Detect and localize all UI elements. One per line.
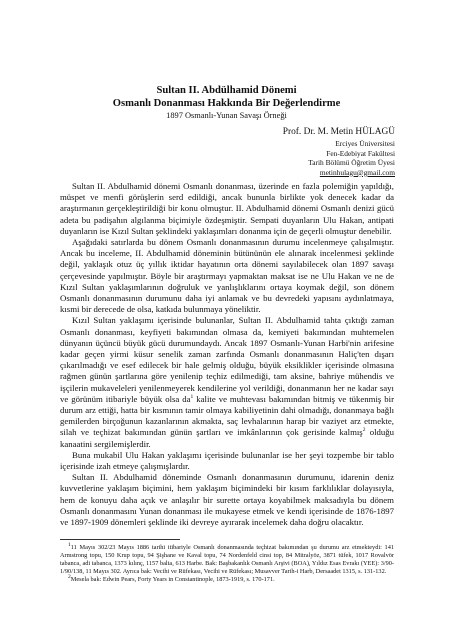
- paragraph-2: Aşağıdaki satırlarda bu dönem Osmanlı donanmasının durumu incelenmeye çalışılmıştır. Ancak bu inceleme, II. Abdulhamid döneminin bütününün ele alınarak incelenmesi şeklinde değil, yaklaşık otuz üç yıllık iktidar hayatının orta dönemi sayılabilecek olan 1897 savaşı çerçevesinde yapılmıştır. Böyle bir araştırmayı yapmaktan maksat ise ne Ulu Hakan ve ne de Kızıl Sultan yaklaşımlarının doğruluk ve yanlışlıklarını ortaya koymak değil, son dönem Osmanlı donanmasının durumunu daha iyi anlamak ve bu devredeki yapısını aydınlatmaya, kısmi bir derecede de olsa, katkıda bulunmaya yöneliktir.: [60, 237, 394, 315]
- footnote-2: [60, 576, 394, 584]
- footnote-1-text: 11 Mayıs 302/23 Mayıs 1886 tarihi itibariyle Osmanlı donanmasında teçhizat bakımından şu durumu arz etmekteydi: 141 Armstrong topu, 150 Krup topu, 94 Şişhane ve Kaval topu, 74 Nordenfeld cinsi top, 84 Mitralyöz, 3871 tüfek, 1017 Rovalvör tabanca, adi tabanca, 1373 kılınç, 1157 balta, 613 Harbe. Bak: Başbakanlık Osmanlı Arşivi (BOA), Yıldız Esas Evrakı (YEE): 3/90-1/90/138, 11 Mayıs 302. Ayrıca bak: Vecihi ve Rüfekası, Vecihi ve Rüfekası; Musavver Tarih-i Harb, Dersaadet 1315, s. 131-132.: [60, 544, 394, 576]
- author-email-link[interactable]: metinhulagu@gmail.com: [319, 167, 395, 177]
- paragraph-4: Buna mukabil Ulu Hakan yaklaşımı içerisinde bulunanlar ise her şeyi tozpembe bir tablo içerisinde izah etmeye çalışmışlardır.: [60, 449, 394, 472]
- paper-title-line-1: Sultan II. Abdülhamid Dönemi: [156, 85, 297, 96]
- author-block: [283, 126, 395, 177]
- paper-subtitle: 1897 Osmanlı-Yunan Savaşı Örneği: [166, 111, 287, 120]
- paper-title-line-2: Osmanlı Donanması Hakkında Bir Değerlendirme: [112, 98, 341, 109]
- footnote-1-mark: 1: [68, 541, 71, 548]
- author-department: Tarih Bölümü Öğretim Üyesi: [308, 158, 395, 168]
- author-name: Prof. Dr. M. Metin HÜLAGÜ: [282, 127, 395, 137]
- paragraph-3-part-2: kalite ve muhtevası bakımından bitmiş ve tükenmiş bir durum arz ettiği, hatta bir kısmının tamir olmaya kabiliyetinin dahi olmadığı, donanmaya bağlı gemilerden birçoğunun kazanlarının akmakta, saç levhalarının harap bir vaziyet arz etmekte, silah ve teçhizat bakımından günün şartları ve imkânlarının çok gerisinde kalmış: [60, 393, 395, 438]
- footnotes: [60, 541, 394, 584]
- author-faculty: Fen-Edebiyat Fakültesi: [326, 148, 395, 158]
- paragraph-3-part-3: olduğu kanaatini sergilemişlerdir.: [60, 427, 395, 449]
- footnote-ref-2[interactable]: 2: [362, 427, 366, 434]
- footnote-2-text: Mesela bak: Edwin Pears, Forty Years in Constantinople, 1873-1919, s. 170-171.: [70, 576, 275, 584]
- footnote-ref-1[interactable]: 1: [190, 393, 194, 400]
- paragraph-5: Sultan II. Abdulhamid döneminde Osmanlı donanmasının durumunu, idarenin deniz kuvvetlerine yaklaşım biçimini, hem yaklaşım biçimindeki bir kısım farklılıklar dolayısıyla, hem de konuyu daha açık ve anlaşılır bir surette ortaya koyabilmek maksadıyla bu dönem Osmanlı donanmasını Yunan donanması ile mukayese etmek ve kendi içerisinde de 1876-1897 ve 1897-1909 dönemleri şeklinde iki devreye ayırarak incelemek daha doğru olacaktır.: [60, 472, 394, 528]
- title-block: [0, 84, 453, 121]
- author-university: Erciyes Üniversitesi: [335, 139, 395, 148]
- footnote-2-mark: 2: [68, 574, 71, 581]
- body-text: [60, 181, 394, 528]
- footnote-divider: [60, 539, 180, 540]
- paragraph-3: [60, 315, 394, 449]
- paragraph-1: Sultan II. Abdulhamid dönemi Osmanlı donanması, üzerinde en fazla polemiğin yapıldığı, müspet ve menfi görüşlerin serd edildiği, ancak bununla birlikte yok denecek kadar da araştırmanın gerçekleştirildiği bir konu olmuştur. II. Abdulhamid dönemi Osmanlı denizi gücü adeta bu padişahın algılanma biçimiyle özdeşmiştir. Sempati duyanların Ulu Hakan, antipati duyanların ise Kızıl Sultan şeklindeki yaklaşımları donanma için de geçerli olmuştur denebilir.: [60, 181, 394, 236]
- paragraph-3-part-1: Kızıl Sultan yaklaşımı içerisinde bulunanlar, Sultan II. Abdulhamid tahta çıktığı zaman Osmanlı donanması, keyfiyeti bakımından olmasa da, kemiyeti bakımından muhtemelen dünyanın üçüncü büyük gücü durumundaydı. Ancak 1897 Osmanlı-Yunan Harbi'nin arifesine kadar geçen yirmi küsur senelik zaman zarfında Osmanlı donanmasının Haliç'ten dışarı çıkarılmadığı ve esef edilecek bir hale gelmiş olduğu, büyük eksiklikler içerisinde olmasına rağmen günün şartlarına göre yenilenip teçhiz edilmediği, tam aksine, bahriye mühendis ve işçilerin mukaveleleri yenilenmeyerek kendilerine yol verildiği, donanmanın her ne kadar sayı ve görünüm itibariyle büyük olsa da: [60, 315, 394, 404]
- footnote-1: [60, 541, 394, 576]
